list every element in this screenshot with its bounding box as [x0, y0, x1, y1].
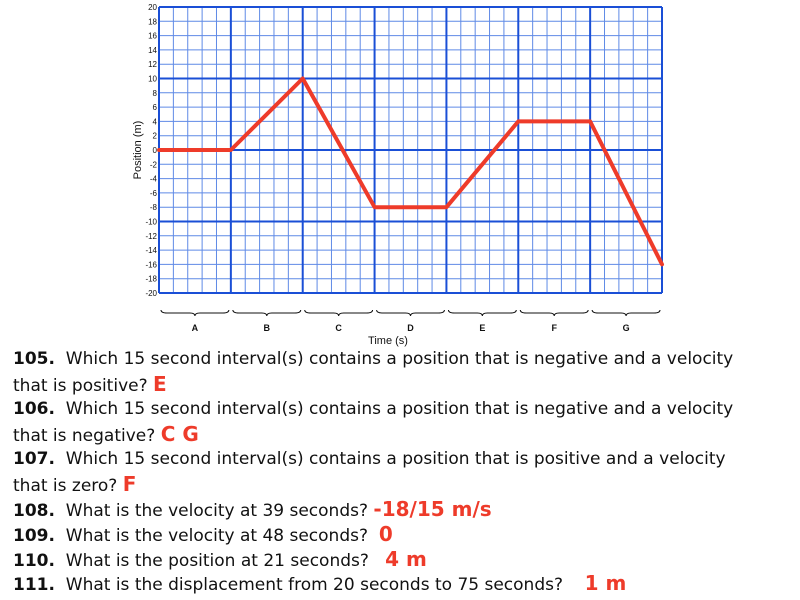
question-text: What is the displacement from 20 seconds to 75 seconds?	[65, 575, 563, 595]
y-axis-label: Position (m)	[132, 120, 144, 180]
interval-brace	[592, 310, 660, 316]
answer: 0	[378, 522, 393, 546]
question-text: What is the position at 21 seconds?	[65, 551, 369, 571]
y-tick-label: 10	[148, 74, 157, 84]
y-tick-label: 14	[148, 45, 157, 55]
y-tick-label: -4	[149, 174, 157, 184]
answer: 1 m	[584, 571, 627, 595]
y-tick-label: -12	[145, 231, 157, 241]
y-tick-label: -20	[145, 289, 157, 298]
question-text-cont: that is positive?	[13, 376, 148, 396]
question-number: 107.	[13, 449, 55, 469]
question-text: Which 15 second interval(s) contains a position that is positive and a velocity	[65, 449, 726, 469]
answer: F	[122, 472, 137, 496]
y-tick-label: 0	[152, 146, 157, 155]
interval-label: G	[622, 323, 630, 333]
question-110	[13, 547, 427, 574]
answer: C G	[160, 422, 199, 446]
question-text: Which 15 second interval(s) contains a position that is negative and a velocity	[65, 399, 734, 419]
y-tick-label: 2	[152, 131, 157, 141]
question-number: 108.	[13, 501, 55, 521]
question-number: 111.	[13, 575, 55, 595]
y-tick-label: -8	[149, 203, 157, 213]
question-text: Which 15 second interval(s) contains a position that is negative and a velocity	[65, 349, 734, 369]
y-tick-label: -16	[145, 260, 157, 270]
interval-label: C	[335, 323, 342, 333]
interval-brace	[305, 310, 373, 316]
x-axis-label: Time (s)	[368, 335, 408, 347]
question-number: 105.	[13, 349, 55, 369]
question-108	[13, 497, 492, 524]
interval-label: A	[191, 323, 199, 333]
y-tick-label: 4	[152, 117, 157, 127]
y-tick-label: -6	[149, 188, 157, 198]
question-number: 110.	[13, 551, 55, 571]
question-105	[13, 347, 733, 399]
y-tick-label: 8	[152, 88, 157, 98]
answer: -18/15 m/s	[373, 497, 492, 521]
series-group	[159, 79, 662, 265]
y-tick-label: -10	[145, 217, 157, 227]
series-line	[159, 79, 662, 265]
y-tick-label: -14	[145, 246, 157, 256]
interval-braces	[161, 310, 660, 333]
answer: E	[153, 372, 167, 396]
question-111	[13, 571, 626, 598]
y-tick-label: 16	[148, 31, 157, 41]
y-tick-label: 12	[148, 60, 157, 70]
question-109	[13, 522, 393, 549]
question-text: What is the velocity at 39 seconds?	[65, 501, 368, 521]
interval-brace	[448, 310, 516, 316]
interval-brace	[520, 310, 588, 316]
question-number: 109.	[13, 526, 55, 546]
question-107	[13, 447, 726, 499]
y-tick-label: -18	[145, 274, 157, 284]
interval-brace	[377, 310, 445, 316]
interval-label: F	[551, 323, 557, 333]
interval-label: E	[479, 323, 486, 333]
y-tick-label: -2	[149, 160, 157, 170]
question-106	[13, 397, 733, 449]
interval-brace	[233, 310, 301, 316]
interval-label: B	[263, 323, 271, 333]
question-number: 106.	[13, 399, 55, 419]
y-tick-labels	[145, 3, 157, 298]
question-text-cont: that is zero?	[13, 476, 118, 496]
answer: 4 m	[385, 547, 427, 571]
interval-label: D	[407, 323, 414, 333]
question-text: What is the velocity at 48 seconds?	[65, 526, 368, 546]
interval-brace	[161, 310, 229, 316]
y-tick-label: 20	[148, 3, 157, 12]
y-tick-label: 18	[148, 17, 157, 27]
y-tick-label: 6	[152, 103, 157, 113]
question-text-cont: that is negative?	[13, 426, 156, 446]
